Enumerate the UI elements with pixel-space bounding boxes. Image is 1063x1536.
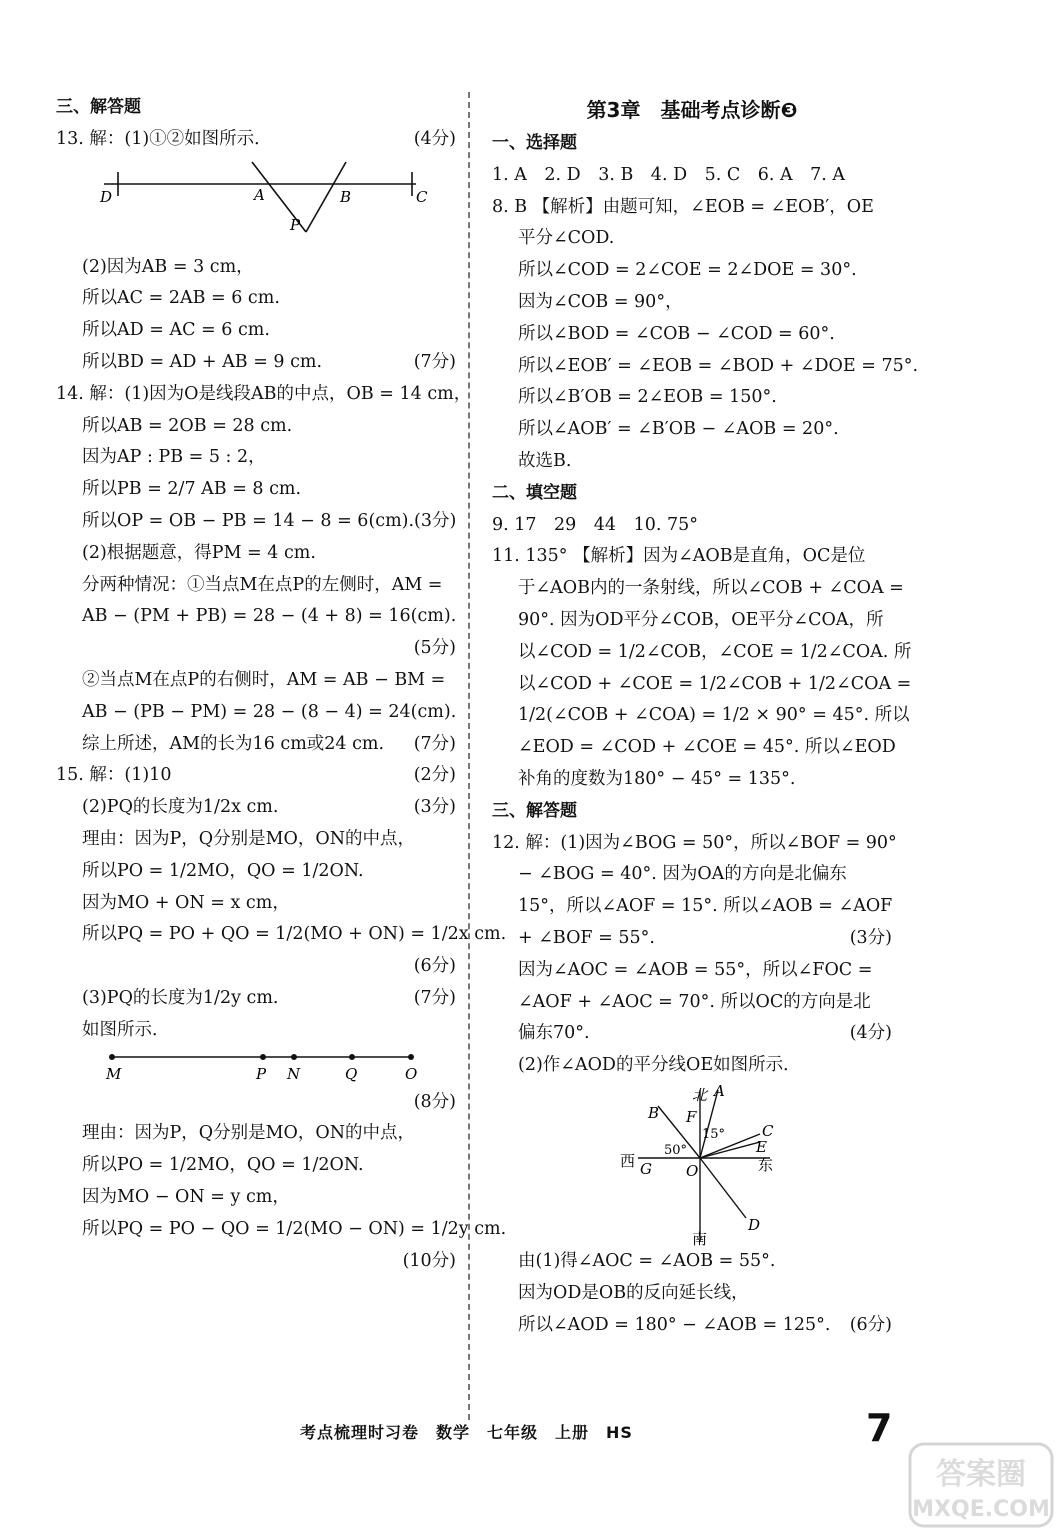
answer-text: 因为OD是OB的反向延长线， — [518, 1282, 749, 1303]
answer-text: 12. 解：(1)因为∠BOG = 50°，所以∠BOF = 90° — [492, 832, 897, 853]
answer-text: 于∠AOB内的一条射线，所以∠COB + ∠COA = — [518, 578, 904, 599]
fig2-label-p: P — [256, 1064, 267, 1083]
answer-text: 因为MO + ON = x cm， — [82, 892, 290, 913]
answer-text: ∠EOD = ∠COD + ∠COE = 45°. 所以∠EOD — [518, 737, 896, 758]
page-number: 7 — [866, 1406, 893, 1450]
answer-line — [56, 474, 456, 506]
watermark-logo — [906, 1440, 1056, 1530]
answer-line — [492, 669, 912, 701]
answer-text: − ∠BOG = 40°. 因为OA的方向是北偏东 — [518, 864, 847, 885]
answer-text: 理由：因为P，Q分别是MO，ON的中点， — [82, 828, 416, 849]
answer-text: 所以∠AOB′ = ∠B′OB − ∠AOB = 20°. — [518, 419, 839, 440]
answer-line — [56, 951, 456, 983]
answer-line — [492, 923, 892, 955]
answer-line — [56, 856, 456, 888]
answer-line — [56, 379, 472, 411]
answer-text: 因为∠AOC = ∠AOB = 55°，所以∠FOC = — [518, 959, 873, 980]
answer-line — [56, 792, 456, 824]
fig2-label-o: O — [405, 1064, 418, 1083]
answer-line — [56, 347, 456, 379]
answer-line — [56, 283, 456, 315]
answer-line — [56, 315, 456, 347]
score-mark: (3分) — [849, 927, 892, 948]
answer-text: 14. 解：(1)因为O是线段AB的中点，OB = 14 cm， — [56, 383, 472, 404]
fig3-label-south: 南 — [692, 1229, 708, 1246]
left-answer-lines — [56, 124, 507, 1278]
answer-text: 理由：因为P，Q分别是MO，ON的中点， — [82, 1123, 416, 1144]
answer-text: 所以∠B′OB = 2∠EOB = 150°. — [518, 387, 777, 408]
answer-text: 8. B 【解析】由题可知，∠EOB = ∠EOB′，OE — [492, 196, 874, 217]
chapter-title: 第3章 基础考点诊断❸ — [586, 98, 798, 122]
answer-line — [56, 633, 456, 665]
answer-line — [492, 541, 892, 573]
answer-text: 11. 135° 【解析】因为∠AOB是直角，OC是位 — [492, 546, 866, 567]
answer-text: 1. A 2. D 3. B 4. D 5. C 6. A 7. A — [492, 164, 846, 185]
answer-line — [56, 1118, 456, 1150]
answer-line — [56, 1150, 456, 1182]
answer-line — [56, 442, 456, 474]
fig2-label-q: Q — [345, 1064, 358, 1083]
answer-line — [492, 223, 892, 255]
answer-line — [56, 760, 456, 792]
answer-line — [492, 351, 919, 383]
section-heading — [492, 478, 892, 510]
answer-line — [56, 411, 456, 443]
answer-line — [56, 506, 456, 538]
answer-line — [56, 1087, 456, 1119]
answer-line — [492, 160, 892, 192]
answer-text: 所以PQ = PO − QO = 1/2(MO − ON) = 1/2y cm. — [82, 1218, 507, 1239]
answer-line — [56, 1182, 456, 1214]
fig3-label-d: D — [748, 1215, 761, 1234]
answer-text: 所以BD = AD + AB = 9 cm. — [82, 351, 323, 372]
answer-line — [492, 891, 892, 923]
section-title: 三、解答题 — [56, 97, 141, 117]
answer-text: ∠AOF + ∠AOC = 70°. 所以OC的方向是北 — [518, 991, 871, 1012]
fig1-label-d: D — [100, 187, 113, 206]
answer-text: 1/2(∠COB + ∠COA) = 1/2 × 90° = 45°. 所以 — [518, 705, 910, 726]
answer-text: 故选B. — [518, 450, 572, 471]
answer-text: 因为∠COB = 90°， — [518, 291, 683, 312]
figure-line-mpnqo — [56, 1047, 456, 1087]
fig1-label-b: B — [340, 187, 352, 206]
figure-line-mpnqo-svg — [56, 1047, 456, 1087]
fig3-label-east: 东 — [758, 1155, 774, 1174]
fig3-label-b: B — [648, 1103, 660, 1122]
answer-line — [492, 255, 892, 287]
answer-line — [492, 414, 892, 446]
answer-line — [492, 1246, 892, 1278]
fig2-label-n: N — [287, 1064, 301, 1083]
score-mark: (2分) — [413, 765, 456, 786]
answer-text: 所以∠EOB′ = ∠EOB = ∠BOD + ∠DOE = 75°. — [518, 355, 919, 376]
fig3-label-a: A — [714, 1081, 725, 1100]
answer-text: 以∠COD = 1/2∠COB，∠COE = 1/2∠COA. 所 — [518, 641, 912, 662]
answer-line — [492, 764, 892, 796]
fig3-label-e: E — [756, 1137, 767, 1156]
answer-text: 所以AD = AC = 6 cm. — [82, 320, 270, 341]
answer-text: 分两种情况：①当点M在点P的左侧时，AM = — [82, 574, 443, 595]
answer-line — [56, 124, 456, 156]
answer-text: 如图所示． — [82, 1019, 170, 1040]
answer-text: (2)PQ的长度为1/2x cm. — [82, 797, 279, 818]
answer-text: (3)PQ的长度为1/2y cm. — [82, 987, 279, 1008]
fig3-label-west: 西 — [620, 1151, 636, 1170]
answer-line — [492, 828, 897, 860]
section-heading — [492, 128, 892, 160]
answer-text: 所以PB = 2/7 AB = 8 cm. — [82, 479, 302, 500]
answer-line — [56, 1015, 456, 1047]
column-divider — [468, 92, 470, 1420]
answer-text: 所以PO = 1/2MO，QO = 1/2ON. — [82, 860, 364, 881]
answer-line — [56, 919, 507, 951]
answer-line — [56, 1214, 507, 1246]
answer-line — [492, 510, 892, 542]
score-mark: (7分) — [413, 733, 456, 754]
fig1-label-c: C — [416, 187, 428, 206]
fig3-label-50deg: 50° — [664, 1142, 688, 1158]
answer-text: (2)根据题意，得PM = 4 cm. — [82, 542, 316, 563]
answer-line — [492, 319, 892, 351]
answer-line — [492, 605, 892, 637]
figure-compass-directions — [492, 1082, 892, 1246]
answer-line — [56, 729, 456, 761]
answer-text: 二、填空题 — [492, 482, 577, 503]
left-column — [56, 92, 507, 1277]
figure-compass-svg — [492, 1082, 892, 1246]
right-column — [492, 92, 919, 1341]
score-mark: (7分) — [413, 987, 456, 1008]
answer-text: AB − (PB − PM) = 28 − (8 − 4) = 24(cm). — [82, 701, 457, 722]
answer-line — [56, 665, 456, 697]
answer-text: 所以PO = 1/2MO，QO = 1/2ON. — [82, 1155, 364, 1176]
score-mark: (10分) — [402, 1250, 456, 1271]
fig3-label-15deg: 15° — [702, 1126, 726, 1142]
right-answer-lines — [492, 128, 919, 1341]
answer-text: 因为MO − ON = y cm， — [82, 1186, 290, 1207]
answer-text: AB − (PM + PB) = 28 − (4 + 8) = 16(cm). — [82, 606, 457, 627]
fig3-label-o: O — [686, 1161, 699, 1180]
answer-line — [56, 601, 456, 633]
fig3-label-f: F — [686, 1107, 697, 1126]
score-mark: (4分) — [413, 128, 456, 149]
answer-text: 9. 17 29 44 10. 75° — [492, 514, 698, 535]
answer-line — [56, 1246, 456, 1278]
answer-text: 所以OP = OB − PB = 14 − 8 = 6(cm).(3分) — [82, 510, 457, 531]
figure-line-dacb — [56, 156, 456, 252]
answer-line — [492, 700, 910, 732]
answer-text: 三、解答题 — [492, 800, 577, 821]
page-footer: 考点梳理时习卷 数学 七年级 上册 HS — [300, 1423, 633, 1442]
answer-line — [492, 1278, 892, 1310]
answer-text: 所以∠COD = 2∠COE = 2∠DOE = 30°. — [518, 260, 857, 281]
answer-line — [56, 824, 456, 856]
answer-text: (2)因为AB = 3 cm， — [82, 256, 254, 277]
answer-line — [56, 888, 456, 920]
fig3-label-north: 北 — [692, 1085, 708, 1104]
section-heading — [492, 796, 892, 828]
answer-line — [492, 859, 892, 891]
answer-line — [492, 955, 892, 987]
answer-text: 所以AC = 2AB = 6 cm. — [82, 288, 280, 309]
answer-line — [492, 732, 896, 764]
figure-line-dacb-svg — [56, 156, 456, 252]
answer-line — [492, 382, 892, 414]
watermark-line1: 答案圈 — [936, 1457, 1026, 1492]
answer-text: 补角的度数为180° − 45° = 135°. — [518, 768, 796, 789]
answer-text: 所以AB = 2OB = 28 cm. — [82, 415, 293, 436]
score-mark: (4分) — [849, 1023, 892, 1044]
answer-text: 15°，所以∠AOF = 15°. 所以∠AOB = ∠AOF — [518, 896, 893, 917]
answer-text: 90°. 因为OD平分∠COB，OE平分∠COA，所 — [518, 609, 884, 630]
fig2-label-m: M — [106, 1064, 122, 1083]
score-mark: (7分) — [413, 351, 456, 372]
answer-text: ②当点M在点P的右侧时，AM = AB − BM = — [82, 669, 446, 690]
answer-text: 平分∠COD. — [518, 228, 615, 249]
answer-text: + ∠BOF = 55°. — [518, 927, 655, 948]
answer-line — [492, 987, 892, 1019]
score-mark: (3分) — [413, 797, 456, 818]
score-mark: (8分) — [413, 1091, 456, 1112]
watermark-line2: MXQE.COM — [912, 1497, 1050, 1522]
answer-text: 由(1)得∠AOC = ∠AOB = 55°. — [518, 1250, 776, 1271]
fig1-label-a: A — [254, 185, 265, 204]
answer-line — [492, 573, 904, 605]
answer-text: 因为AP : PB = 5 : 2， — [82, 447, 266, 468]
answer-text: 以∠COD + ∠COE = 1/2∠COB + 1/2∠COA = — [518, 673, 912, 694]
answer-line — [492, 1310, 892, 1342]
answer-text: 所以PQ = PO + QO = 1/2(MO + ON) = 1/2x cm. — [82, 924, 507, 945]
answer-text: 综上所述，AM的长为16 cm或24 cm. — [82, 733, 385, 754]
answer-line — [492, 192, 892, 224]
score-mark: (6分) — [849, 1314, 892, 1335]
answer-line — [492, 287, 892, 319]
answer-text: 偏东70°. — [518, 1023, 590, 1044]
fig1-label-p: P — [290, 215, 301, 234]
score-mark: (5分) — [413, 638, 456, 659]
answer-line — [492, 637, 912, 669]
answer-text: 13. 解：(1)①②如图所示． — [56, 128, 272, 149]
answer-text: 所以∠BOD = ∠COB − ∠COD = 60°. — [518, 323, 835, 344]
fig3-label-c: C — [762, 1121, 774, 1140]
fig3-label-g: G — [640, 1159, 652, 1178]
answer-text: (2)作∠AOD的平分线OE如图所示． — [518, 1055, 801, 1076]
answer-line — [56, 252, 456, 284]
answer-line — [492, 446, 892, 478]
answer-line — [56, 570, 456, 602]
answer-line — [492, 1050, 892, 1082]
answer-line — [492, 1018, 892, 1050]
answer-text: 15. 解：(1)10 — [56, 765, 172, 786]
answer-line — [56, 697, 456, 729]
answer-line — [56, 983, 456, 1015]
answer-text: 所以∠AOD = 180° − ∠AOB = 125°. — [518, 1314, 831, 1335]
score-mark: (6分) — [413, 956, 456, 977]
answer-line — [56, 538, 456, 570]
answer-text: 一、选择题 — [492, 133, 577, 153]
